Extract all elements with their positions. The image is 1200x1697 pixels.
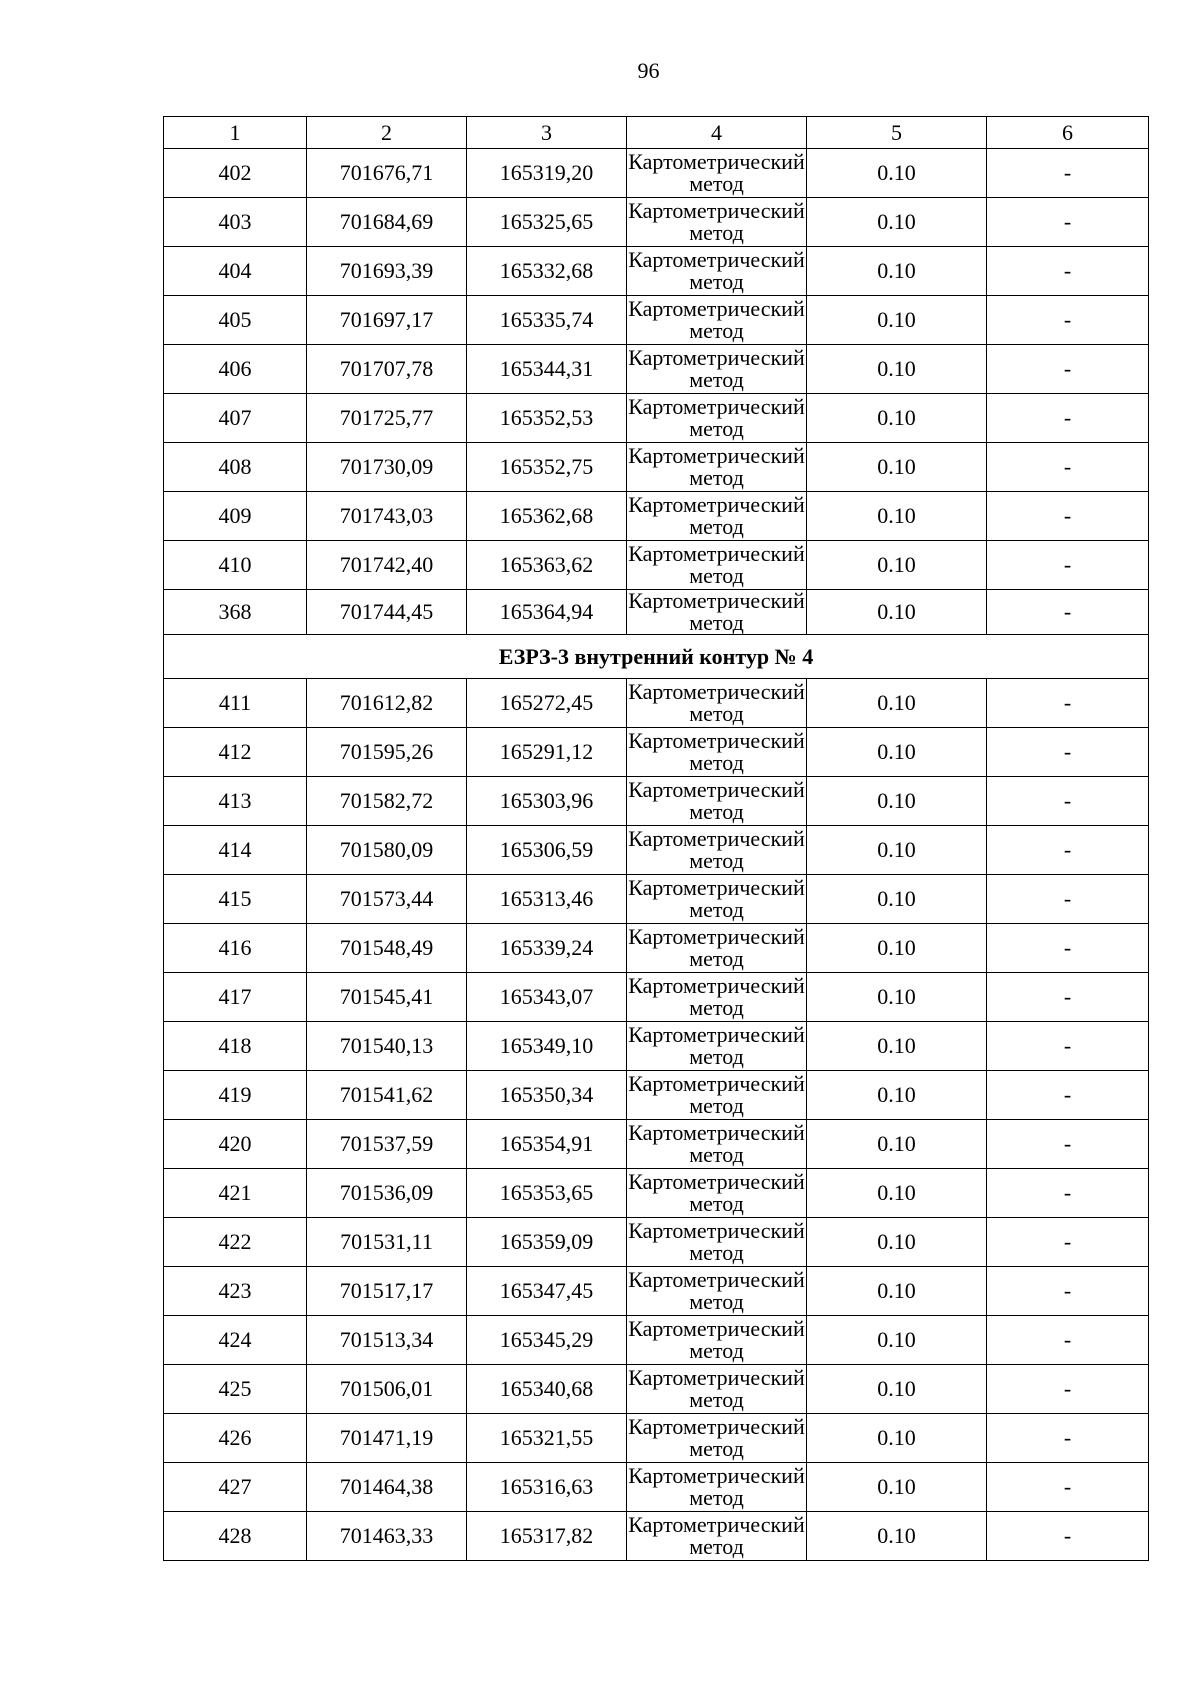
x-coordinate-cell: 701471,19 bbox=[307, 1414, 467, 1463]
method-cell: Картометрический метод bbox=[628, 679, 805, 726]
y-coordinate-cell: 165349,10 bbox=[467, 1022, 627, 1071]
y-coordinate-cell: 165343,07 bbox=[467, 973, 627, 1022]
table-row bbox=[164, 679, 1149, 728]
table-row bbox=[164, 296, 1149, 345]
accuracy-cell: 0.10 bbox=[807, 247, 987, 296]
y-coordinate-cell: 165325,65 bbox=[467, 198, 627, 247]
x-coordinate-cell: 701743,03 bbox=[307, 492, 467, 541]
point-number-cell: 407 bbox=[164, 394, 307, 443]
description-cell: - bbox=[987, 1512, 1149, 1561]
table-row bbox=[164, 1463, 1149, 1512]
table-row bbox=[164, 590, 1149, 635]
description-cell: - bbox=[987, 1414, 1149, 1463]
table-row bbox=[164, 394, 1149, 443]
accuracy-cell: 0.10 bbox=[807, 1218, 987, 1267]
method-cell: Картометрический метод bbox=[628, 826, 805, 873]
method-cell: Картометрический метод bbox=[628, 875, 805, 922]
point-number-cell: 415 bbox=[164, 875, 307, 924]
y-coordinate-cell: 165362,68 bbox=[467, 492, 627, 541]
accuracy-cell: 0.10 bbox=[807, 973, 987, 1022]
x-coordinate-cell: 701540,13 bbox=[307, 1022, 467, 1071]
y-coordinate-cell: 165344,31 bbox=[467, 345, 627, 394]
accuracy-cell: 0.10 bbox=[807, 924, 987, 973]
table-row bbox=[164, 973, 1149, 1022]
y-coordinate-cell: 165321,55 bbox=[467, 1414, 627, 1463]
x-coordinate-cell: 701536,09 bbox=[307, 1169, 467, 1218]
accuracy-cell: 0.10 bbox=[807, 679, 987, 728]
description-cell: - bbox=[987, 1169, 1149, 1218]
point-number-cell: 418 bbox=[164, 1022, 307, 1071]
table-row bbox=[164, 345, 1149, 394]
y-coordinate-cell: 165363,62 bbox=[467, 541, 627, 590]
x-coordinate-cell: 701707,78 bbox=[307, 345, 467, 394]
table-row bbox=[164, 492, 1149, 541]
y-coordinate-cell: 165345,29 bbox=[467, 1316, 627, 1365]
accuracy-cell: 0.10 bbox=[807, 492, 987, 541]
description-cell: - bbox=[987, 541, 1149, 590]
table-row bbox=[164, 1022, 1149, 1071]
description-cell: - bbox=[987, 1316, 1149, 1365]
point-number-cell: 421 bbox=[164, 1169, 307, 1218]
accuracy-cell: 0.10 bbox=[807, 728, 987, 777]
table-row bbox=[164, 1120, 1149, 1169]
description-cell: - bbox=[987, 149, 1149, 198]
x-coordinate-cell: 701537,59 bbox=[307, 1120, 467, 1169]
description-cell: - bbox=[987, 1120, 1149, 1169]
x-coordinate-cell: 701595,26 bbox=[307, 728, 467, 777]
accuracy-cell: 0.10 bbox=[807, 1463, 987, 1512]
method-cell: Картометрический метод bbox=[628, 345, 805, 392]
x-coordinate-cell: 701744,45 bbox=[307, 590, 467, 635]
accuracy-cell: 0.10 bbox=[807, 875, 987, 924]
point-number-cell: 368 bbox=[164, 590, 307, 635]
x-coordinate-cell: 701517,17 bbox=[307, 1267, 467, 1316]
y-coordinate-cell: 165319,20 bbox=[467, 149, 627, 198]
point-number-cell: 404 bbox=[164, 247, 307, 296]
y-coordinate-cell: 165272,45 bbox=[467, 679, 627, 728]
x-coordinate-cell: 701464,38 bbox=[307, 1463, 467, 1512]
method-cell: Картометрический метод bbox=[628, 247, 805, 294]
accuracy-cell: 0.10 bbox=[807, 1120, 987, 1169]
method-cell: Картометрический метод bbox=[628, 1463, 805, 1510]
accuracy-cell: 0.10 bbox=[807, 1071, 987, 1120]
column-header: 3 bbox=[467, 117, 627, 149]
accuracy-cell: 0.10 bbox=[807, 590, 987, 635]
x-coordinate-cell: 701742,40 bbox=[307, 541, 467, 590]
table-row bbox=[164, 1414, 1149, 1463]
table-row bbox=[164, 1512, 1149, 1561]
point-number-cell: 424 bbox=[164, 1316, 307, 1365]
x-coordinate-cell: 701506,01 bbox=[307, 1365, 467, 1414]
description-cell: - bbox=[987, 875, 1149, 924]
table-row bbox=[164, 1071, 1149, 1120]
description-cell: - bbox=[987, 679, 1149, 728]
x-coordinate-cell: 701684,69 bbox=[307, 198, 467, 247]
point-number-cell: 428 bbox=[164, 1512, 307, 1561]
y-coordinate-cell: 165352,75 bbox=[467, 443, 627, 492]
accuracy-cell: 0.10 bbox=[807, 443, 987, 492]
accuracy-cell: 0.10 bbox=[807, 198, 987, 247]
method-cell: Картометрический метод bbox=[628, 541, 805, 588]
method-cell: Картометрический метод bbox=[628, 777, 805, 824]
method-cell: Картометрический метод bbox=[628, 1316, 805, 1363]
description-cell: - bbox=[987, 247, 1149, 296]
accuracy-cell: 0.10 bbox=[807, 1316, 987, 1365]
accuracy-cell: 0.10 bbox=[807, 296, 987, 345]
column-header: 2 bbox=[307, 117, 467, 149]
point-number-cell: 412 bbox=[164, 728, 307, 777]
y-coordinate-cell: 165291,12 bbox=[467, 728, 627, 777]
y-coordinate-cell: 165354,91 bbox=[467, 1120, 627, 1169]
point-number-cell: 425 bbox=[164, 1365, 307, 1414]
description-cell: - bbox=[987, 924, 1149, 973]
method-cell: Картометрический метод bbox=[628, 973, 805, 1020]
x-coordinate-cell: 701531,11 bbox=[307, 1218, 467, 1267]
table-row bbox=[164, 247, 1149, 296]
description-cell: - bbox=[987, 1022, 1149, 1071]
point-number-cell: 411 bbox=[164, 679, 307, 728]
x-coordinate-cell: 701582,72 bbox=[307, 777, 467, 826]
y-coordinate-cell: 165317,82 bbox=[467, 1512, 627, 1561]
method-cell: Картометрический метод bbox=[628, 492, 805, 539]
coordinates-table bbox=[163, 116, 1149, 1561]
point-number-cell: 422 bbox=[164, 1218, 307, 1267]
x-coordinate-cell: 701612,82 bbox=[307, 679, 467, 728]
table-row bbox=[164, 728, 1149, 777]
table-row bbox=[164, 198, 1149, 247]
description-cell: - bbox=[987, 296, 1149, 345]
method-cell: Картометрический метод bbox=[628, 1365, 805, 1412]
x-coordinate-cell: 701725,77 bbox=[307, 394, 467, 443]
point-number-cell: 409 bbox=[164, 492, 307, 541]
method-cell: Картометрический метод bbox=[628, 149, 805, 196]
y-coordinate-cell: 165353,65 bbox=[467, 1169, 627, 1218]
table-row bbox=[164, 924, 1149, 973]
method-cell: Картометрический метод bbox=[628, 588, 805, 635]
method-cell: Картометрический метод bbox=[628, 394, 805, 441]
x-coordinate-cell: 701697,17 bbox=[307, 296, 467, 345]
point-number-cell: 427 bbox=[164, 1463, 307, 1512]
x-coordinate-cell: 701730,09 bbox=[307, 443, 467, 492]
description-cell: - bbox=[987, 826, 1149, 875]
y-coordinate-cell: 165316,63 bbox=[467, 1463, 627, 1512]
y-coordinate-cell: 165350,34 bbox=[467, 1071, 627, 1120]
table-row bbox=[164, 1169, 1149, 1218]
point-number-cell: 403 bbox=[164, 198, 307, 247]
point-number-cell: 423 bbox=[164, 1267, 307, 1316]
accuracy-cell: 0.10 bbox=[807, 1512, 987, 1561]
point-number-cell: 416 bbox=[164, 924, 307, 973]
method-cell: Картометрический метод bbox=[628, 1414, 805, 1461]
point-number-cell: 408 bbox=[164, 443, 307, 492]
y-coordinate-cell: 165313,46 bbox=[467, 875, 627, 924]
column-header: 4 bbox=[627, 117, 807, 149]
method-cell: Картометрический метод bbox=[628, 1120, 805, 1167]
table-row bbox=[164, 1267, 1149, 1316]
description-cell: - bbox=[987, 394, 1149, 443]
section-title: ЕЗРЗ-3 внутренний контур № 4 bbox=[164, 635, 1149, 679]
accuracy-cell: 0.10 bbox=[807, 1169, 987, 1218]
accuracy-cell: 0.10 bbox=[807, 1267, 987, 1316]
point-number-cell: 406 bbox=[164, 345, 307, 394]
section-row bbox=[164, 635, 1149, 679]
table-row bbox=[164, 826, 1149, 875]
description-cell: - bbox=[987, 1365, 1149, 1414]
method-cell: Картометрический метод bbox=[628, 443, 805, 490]
table-row bbox=[164, 1218, 1149, 1267]
point-number-cell: 426 bbox=[164, 1414, 307, 1463]
y-coordinate-cell: 165306,59 bbox=[467, 826, 627, 875]
description-cell: - bbox=[987, 1218, 1149, 1267]
table-row bbox=[164, 541, 1149, 590]
page-number: 96 bbox=[637, 58, 660, 83]
table-row bbox=[164, 1365, 1149, 1414]
description-cell: - bbox=[987, 1071, 1149, 1120]
y-coordinate-cell: 165347,45 bbox=[467, 1267, 627, 1316]
x-coordinate-cell: 701548,49 bbox=[307, 924, 467, 973]
accuracy-cell: 0.10 bbox=[807, 777, 987, 826]
point-number-cell: 419 bbox=[164, 1071, 307, 1120]
description-cell: - bbox=[987, 728, 1149, 777]
y-coordinate-cell: 165364,94 bbox=[467, 590, 627, 635]
x-coordinate-cell: 701463,33 bbox=[307, 1512, 467, 1561]
description-cell: - bbox=[987, 590, 1149, 635]
point-number-cell: 410 bbox=[164, 541, 307, 590]
description-cell: - bbox=[987, 777, 1149, 826]
y-coordinate-cell: 165340,68 bbox=[467, 1365, 627, 1414]
table-row bbox=[164, 777, 1149, 826]
column-header: 6 bbox=[987, 117, 1149, 149]
x-coordinate-cell: 701693,39 bbox=[307, 247, 467, 296]
x-coordinate-cell: 701513,34 bbox=[307, 1316, 467, 1365]
description-cell: - bbox=[987, 443, 1149, 492]
point-number-cell: 405 bbox=[164, 296, 307, 345]
description-cell: - bbox=[987, 1267, 1149, 1316]
method-cell: Картометрический метод bbox=[628, 1071, 805, 1118]
y-coordinate-cell: 165352,53 bbox=[467, 394, 627, 443]
y-coordinate-cell: 165335,74 bbox=[467, 296, 627, 345]
method-cell: Картометрический метод bbox=[628, 1512, 805, 1559]
accuracy-cell: 0.10 bbox=[807, 1365, 987, 1414]
method-cell: Картометрический метод bbox=[628, 1218, 805, 1265]
table-row bbox=[164, 875, 1149, 924]
table-row bbox=[164, 149, 1149, 198]
y-coordinate-cell: 165339,24 bbox=[467, 924, 627, 973]
accuracy-cell: 0.10 bbox=[807, 1022, 987, 1071]
method-cell: Картометрический метод bbox=[628, 1169, 805, 1216]
point-number-cell: 414 bbox=[164, 826, 307, 875]
x-coordinate-cell: 701541,62 bbox=[307, 1071, 467, 1120]
method-cell: Картометрический метод bbox=[628, 296, 805, 343]
accuracy-cell: 0.10 bbox=[807, 345, 987, 394]
method-cell: Картометрический метод bbox=[628, 924, 805, 971]
y-coordinate-cell: 165332,68 bbox=[467, 247, 627, 296]
y-coordinate-cell: 165303,96 bbox=[467, 777, 627, 826]
method-cell: Картометрический метод bbox=[628, 1267, 805, 1314]
description-cell: - bbox=[987, 198, 1149, 247]
accuracy-cell: 0.10 bbox=[807, 394, 987, 443]
method-cell: Картометрический метод bbox=[628, 1022, 805, 1069]
x-coordinate-cell: 701545,41 bbox=[307, 973, 467, 1022]
table-row bbox=[164, 1316, 1149, 1365]
header-row bbox=[164, 117, 1149, 149]
accuracy-cell: 0.10 bbox=[807, 541, 987, 590]
description-cell: - bbox=[987, 1463, 1149, 1512]
accuracy-cell: 0.10 bbox=[807, 149, 987, 198]
y-coordinate-cell: 165359,09 bbox=[467, 1218, 627, 1267]
accuracy-cell: 0.10 bbox=[807, 1414, 987, 1463]
point-number-cell: 420 bbox=[164, 1120, 307, 1169]
description-cell: - bbox=[987, 973, 1149, 1022]
method-cell: Картометрический метод bbox=[628, 198, 805, 245]
x-coordinate-cell: 701676,71 bbox=[307, 149, 467, 198]
accuracy-cell: 0.10 bbox=[807, 826, 987, 875]
description-cell: - bbox=[987, 492, 1149, 541]
point-number-cell: 413 bbox=[164, 777, 307, 826]
x-coordinate-cell: 701580,09 bbox=[307, 826, 467, 875]
point-number-cell: 402 bbox=[164, 149, 307, 198]
column-header: 1 bbox=[164, 117, 307, 149]
table-row bbox=[164, 443, 1149, 492]
column-header: 5 bbox=[807, 117, 987, 149]
x-coordinate-cell: 701573,44 bbox=[307, 875, 467, 924]
point-number-cell: 417 bbox=[164, 973, 307, 1022]
method-cell: Картометрический метод bbox=[628, 728, 805, 775]
description-cell: - bbox=[987, 345, 1149, 394]
